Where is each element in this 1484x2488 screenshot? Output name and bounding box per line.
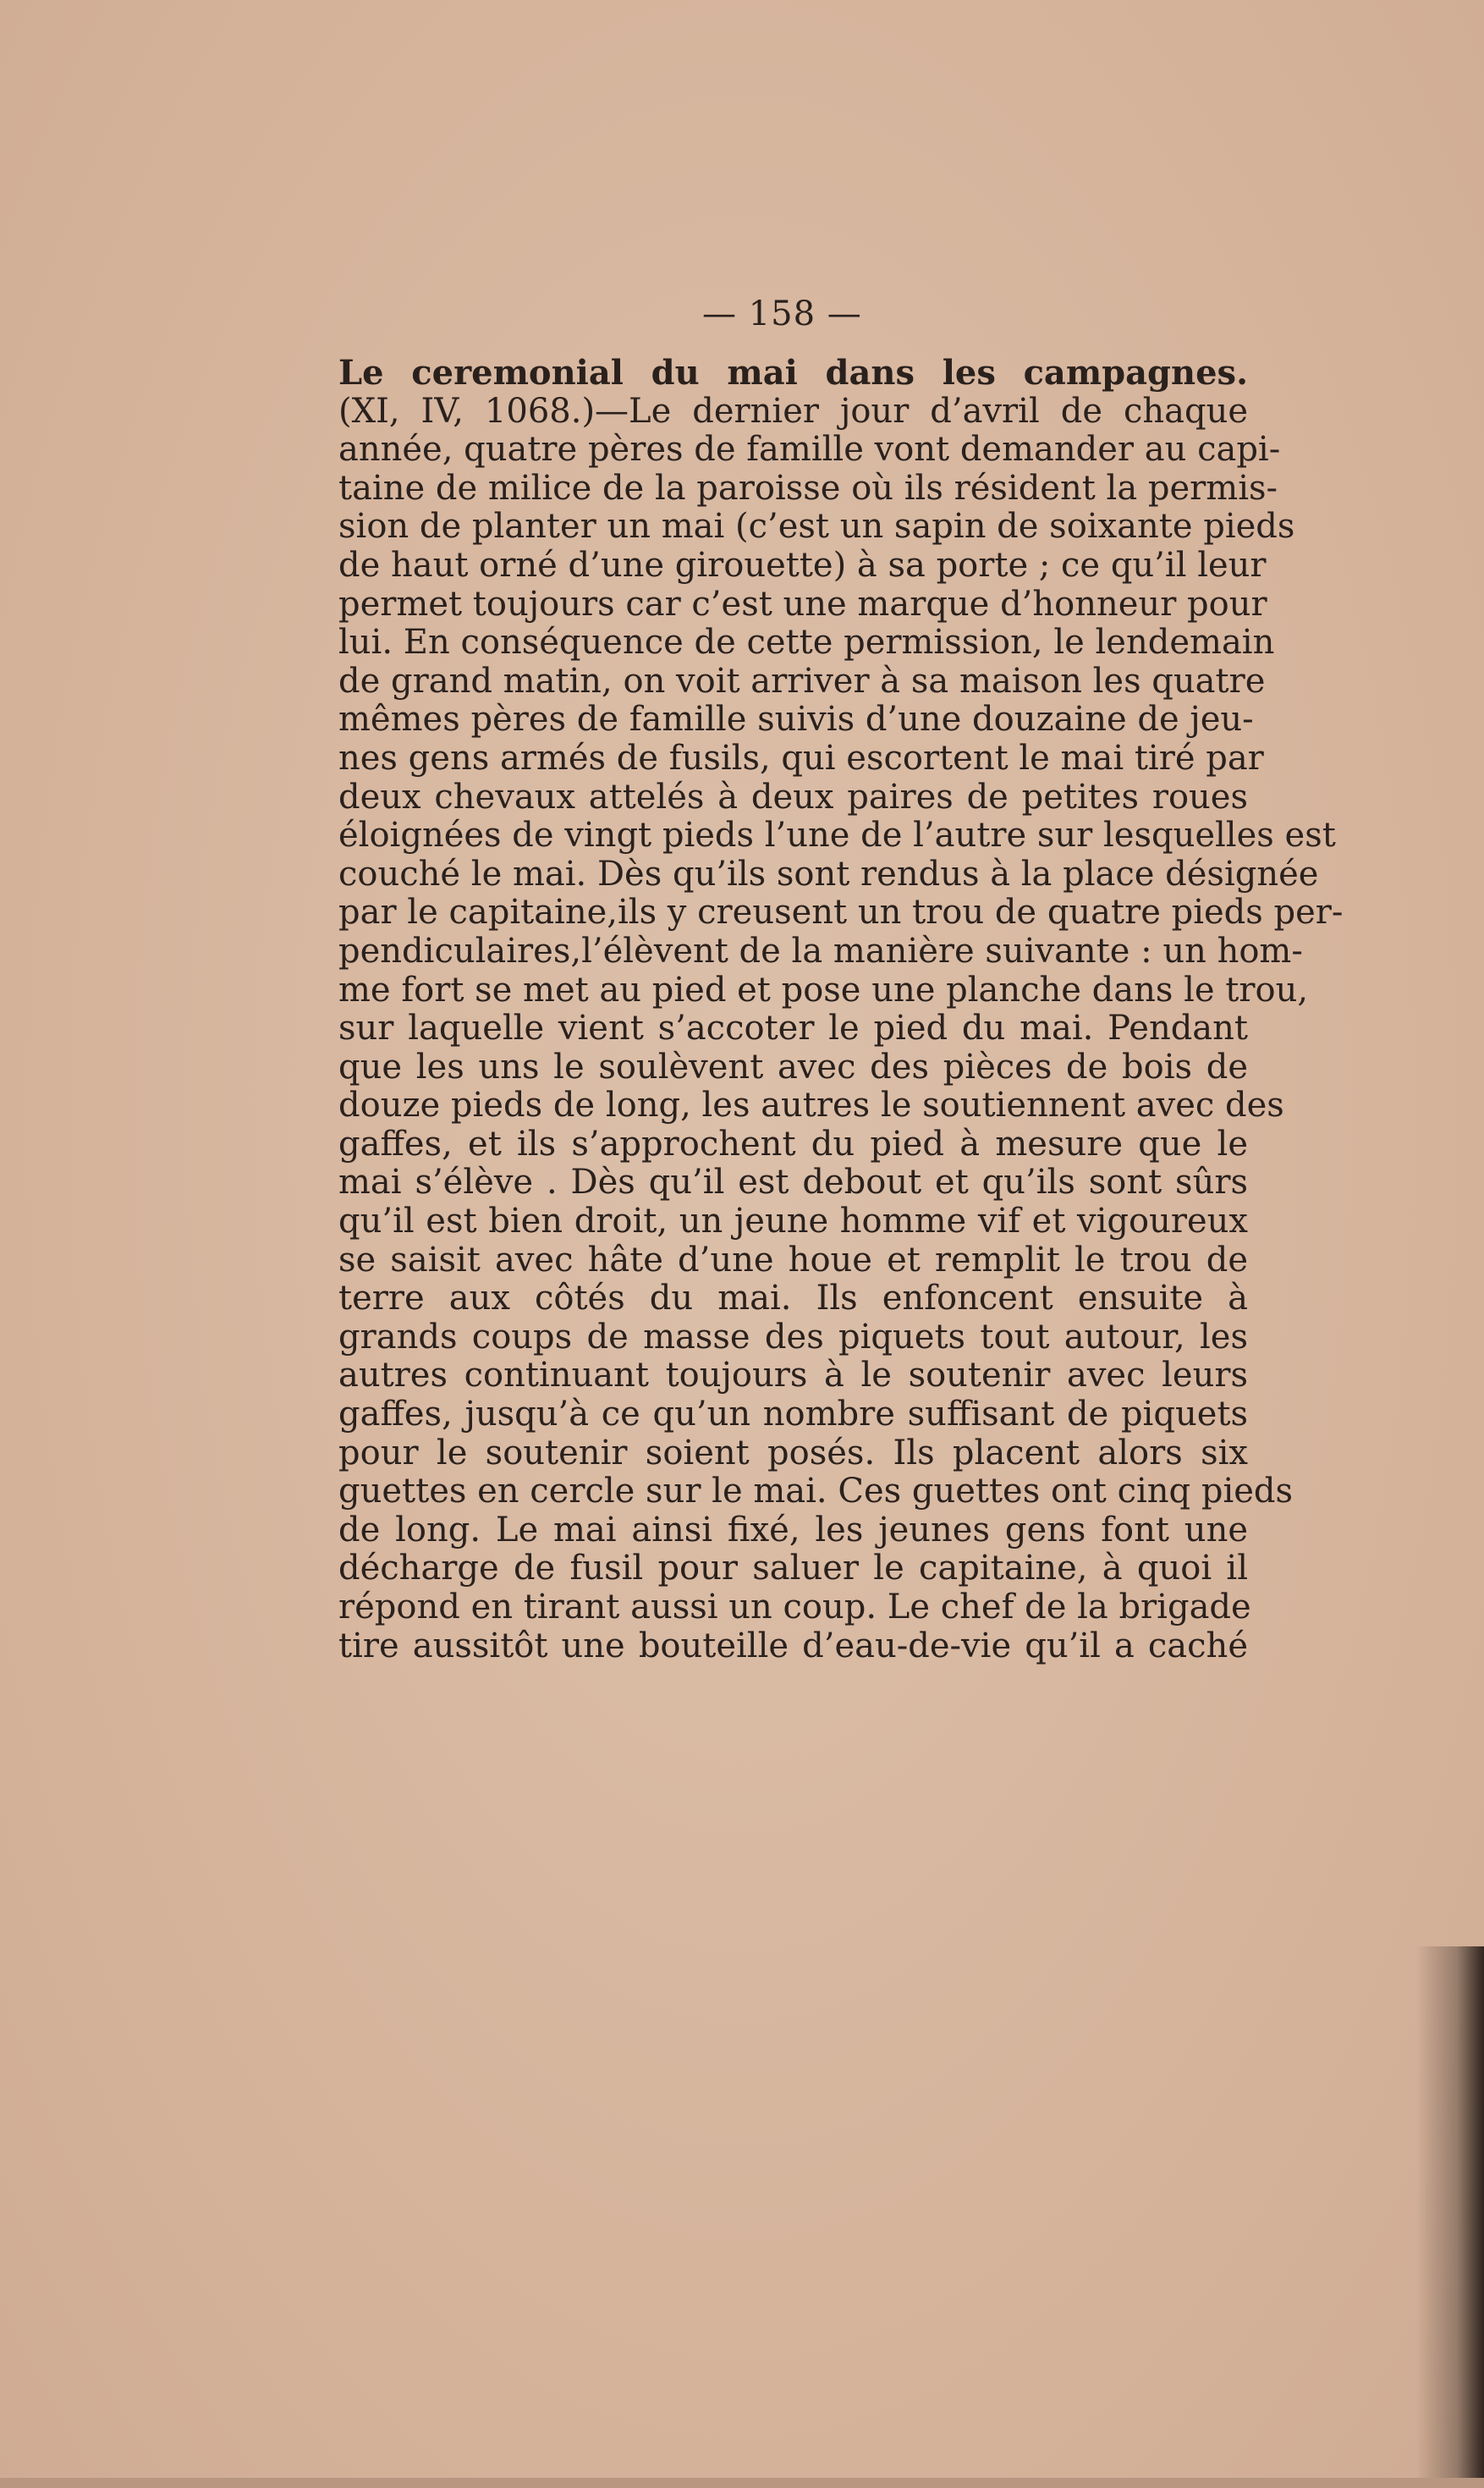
body-text	[338, 353, 1344, 1665]
page-edge-shadow	[1416, 1946, 1484, 2488]
text-line: par le capitaine,ils y creusent un trou de quatre pieds per-	[338, 893, 1344, 933]
paragraph-lines	[338, 391, 1344, 1666]
text-line: grands coups de masse des piquets tout autour, les	[338, 1317, 1248, 1357]
text-line: pour le soutenir soient posés. Ils placent alors six	[338, 1433, 1248, 1472]
text-line: taine de milice de la paroisse où ils résident la permis-	[338, 468, 1278, 508]
text-line: de haut orné d’une girouette) à sa porte ; ce qu’il leur	[338, 545, 1267, 585]
page-number: — 158 —	[702, 294, 862, 333]
text-line: pendiculaires,l’élèvent de la manière suivante : un hom-	[338, 931, 1303, 971]
text-line: couché le mai. Dès qu’ils sont rendus à la place désignée	[338, 854, 1319, 894]
text-line: terre aux côtés du mai. Ils enfoncent ensuite à	[338, 1279, 1248, 1318]
text-line: mêmes pères de famille suivis d’une douzaine de jeu-	[338, 700, 1254, 740]
text-line: autres continuant toujours à le soutenir avec leurs	[338, 1356, 1248, 1395]
page-bottom-edge	[0, 2478, 1484, 2488]
text-line: se saisit avec hâte d’une houe et remplit le trou de	[338, 1240, 1248, 1280]
section-heading: Le ceremonial du mai dans les campagnes.	[338, 353, 1248, 393]
text-line: permet toujours car c’est une marque d’honneur pour	[338, 584, 1267, 624]
text-line: me fort se met au pied et pose une planche dans le trou,	[338, 970, 1309, 1010]
text-line: deux chevaux attelés à deux paires de petites roues	[338, 777, 1248, 817]
text-line: année, quatre pères de famille vont demander au capi-	[338, 430, 1281, 470]
text-line: sion de planter un mai (c’est un sapin de soixante pieds	[338, 507, 1295, 547]
text-line: éloignées de vingt pieds l’une de l’autre sur lesquelles est	[338, 816, 1336, 856]
text-line: gaffes, et ils s’approchent du pied à mesure que le	[338, 1124, 1248, 1164]
text-line: qu’il est bien droit, un jeune homme vif et vigoureux	[338, 1202, 1248, 1241]
text-line: tire aussitôt une bouteille d’eau-de-vie qu’il a caché	[338, 1626, 1248, 1665]
text-line: (XI, IV, 1068.)—Le dernier jour d’avril de chaque	[338, 391, 1248, 431]
text-line: de long. Le mai ainsi fixé, les jeunes gens font une	[338, 1510, 1248, 1549]
text-line: décharge de fusil pour saluer le capitaine, à quoi il	[338, 1549, 1248, 1588]
text-line: de grand matin, on voit arriver à sa maison les quatre	[338, 661, 1266, 701]
text-line: répond en tirant aussi un coup. Le chef de la brigade	[338, 1588, 1251, 1627]
text-line: lui. En conséquence de cette permission, le lendemain	[338, 623, 1275, 663]
text-line: guettes en cercle sur le mai. Ces guettes ont cinq pieds	[338, 1472, 1294, 1511]
text-line: nes gens armés de fusils, qui escortent le mai tiré par	[338, 738, 1264, 778]
text-line: douze pieds de long, les autres le soutiennent avec des	[338, 1086, 1284, 1126]
text-line: mai s’élève . Dès qu’il est debout et qu’ils sont sûrs	[338, 1163, 1248, 1203]
text-line: gaffes, jusqu’à ce qu’un nombre suffisant de piquets	[338, 1395, 1248, 1434]
text-line: que les uns le soulèvent avec des pièces de bois de	[338, 1047, 1248, 1087]
text-line: sur laquelle vient s’accoter le pied du mai. Pendant	[338, 1009, 1248, 1049]
